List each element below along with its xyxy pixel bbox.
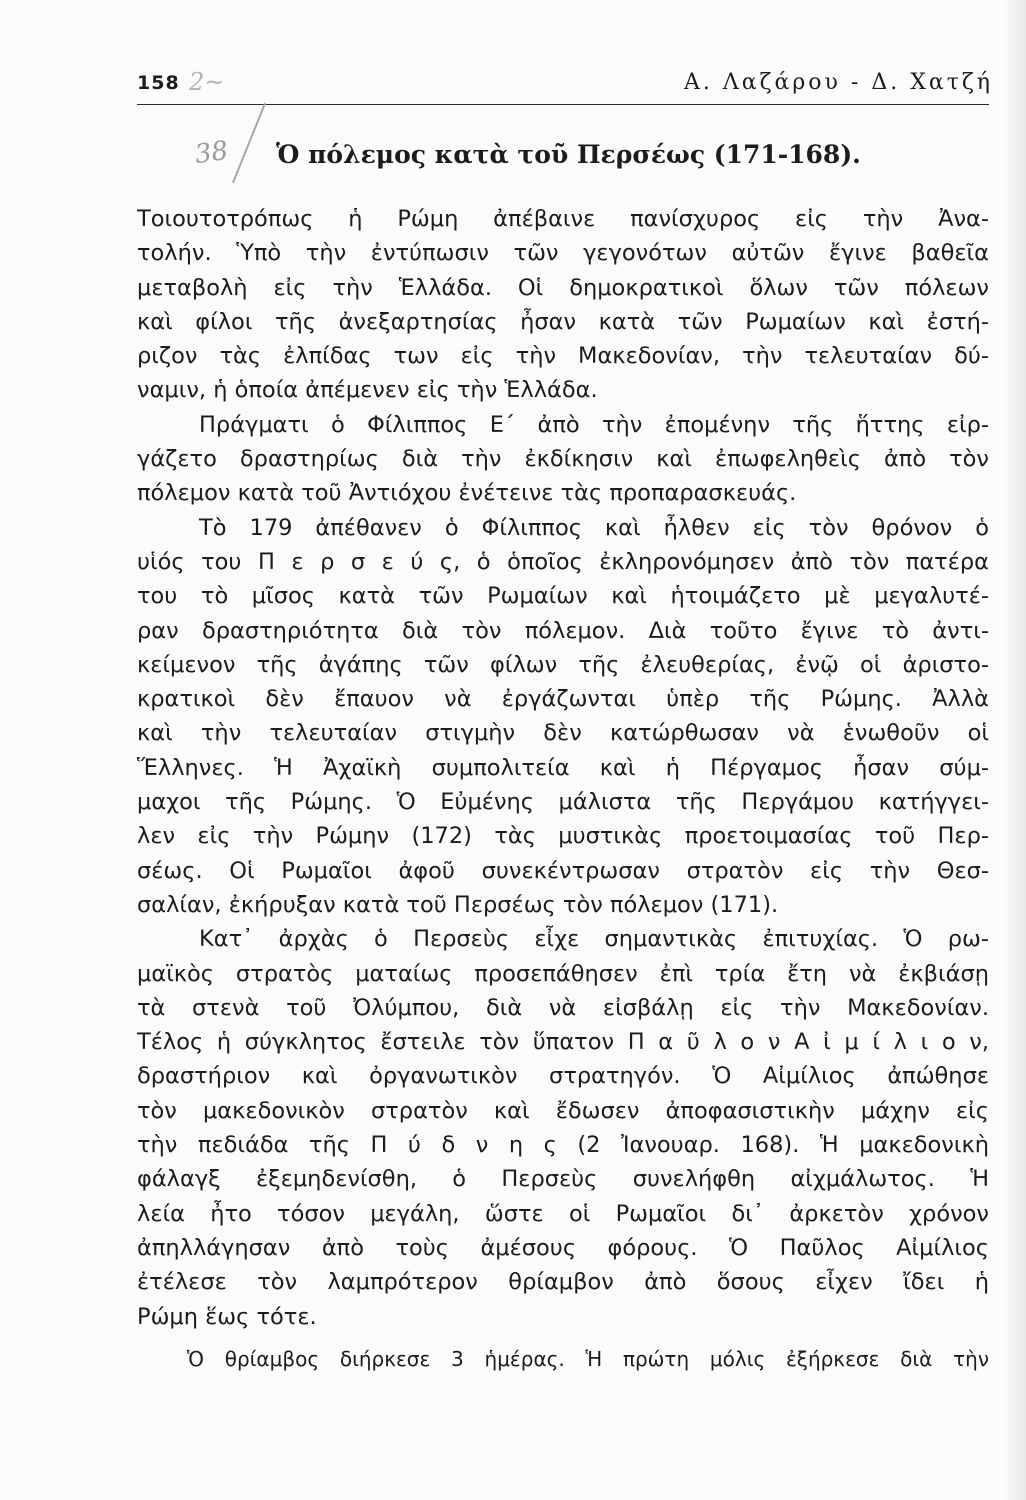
text-line: Κατ᾽ ἀρχὰς ὁ Περσεὺς εἶχε σημαντικὰς ἐπιτυχίας. Ὁ ρω- xyxy=(199,926,989,953)
text-line: τολήν. Ὑπὸ τὴν ἐντύπωσιν τῶν γεγονότων αὐτῶν ἔγινε βαθεῖα xyxy=(137,240,989,267)
text-line: καὶ τὴν τελευταίαν στιγμὴν δὲν κατώρθωσαν νὰ ἑνωθοῦν οἱ xyxy=(137,720,989,747)
text-line: του τὸ μῖσος κατὰ τῶν Ρωμαίων καὶ ἡτοιμάζετο μὲ μεγαλυτέ- xyxy=(137,583,989,610)
text-line: ἐτέλεσε τὸν λαμπρότερον θρίαμβον ἀπὸ ὅσους εἶχεν ἴδει ἡ xyxy=(137,1269,989,1296)
pencil-stroke xyxy=(232,103,266,183)
running-head: Α. Λαζάρου - Δ. Χατζή xyxy=(683,70,993,95)
text-line: ἀπηλλάγησαν ἀπὸ τοὺς ἀμέσους φόρους. Ὁ Παῦλος Αἰμίλιος xyxy=(137,1234,989,1261)
page-header xyxy=(137,68,993,104)
text-line: φάλαγξ ἐξεμηδενίσθη, ὁ Περσεὺς συνελήφθη αἰχμάλωτος. Ἡ xyxy=(137,1166,989,1193)
text-line: σέως. Οἱ Ρωμαῖοι ἀφοῦ συνεκέντρωσαν στρατὸν εἰς τὴν Θεσ- xyxy=(137,857,989,884)
text-line: υἱός του Π ε ρ σ ε ύ ς, ὁ ὁποῖος ἐκληρονόμησεν ἀπὸ τὸν πατέρα xyxy=(137,548,989,575)
text-line: τὰ στενὰ τοῦ Ὀλύμπου, διὰ νὰ εἰσβάλῃ εἰς τὴν Μακεδονίαν. xyxy=(137,994,989,1021)
text-line: τὸν μακεδονικὸν στρατὸν καὶ ἔδωσεν ἀποφασιστικὴν μάχην εἰς xyxy=(137,1097,989,1124)
text-line: πόλεμον κατὰ τοῦ Ἀντιόχου ἐνέτεινε τὰς προπαρασκευάς. xyxy=(137,480,797,507)
text-line: Τέλος ἡ σύγκλητος ἔστειλε τὸν ὕπατον Π α ῦ λ ο ν Α ἰ μ ί λ ι ο ν, xyxy=(137,1029,989,1056)
text-line: Ἕλληνες. Ἡ Ἀχαϊκὴ συμπολιτεία καὶ ἡ Πέργαμος ἦσαν σύμ- xyxy=(137,754,989,781)
text-line: ραν δραστηριότητα διὰ τὸν πόλεμον. Διὰ τοῦτο ἔγινε τὸ ἀντι- xyxy=(137,617,989,644)
text-line: τὴν πεδιάδα τῆς Π ύ δ ν η ς (2 Ἰανουαρ. 168). Ἡ μακεδονικὴ xyxy=(137,1132,989,1159)
text-line: σαλίαν, ἐκήρυξαν κατὰ τοῦ Περσέως τὸν πόλεμον (171). xyxy=(137,891,779,918)
text-line: ριζον τὰς ἐλπίδας των εἰς τὴν Μακεδονίαν, τὴν τελευταίαν δύ- xyxy=(137,343,989,370)
text-line: Πράγματι ὁ Φίλιππος Ε΄ ἀπὸ τὴν ἐπομένην τῆς ἥττης εἰρ- xyxy=(199,411,989,438)
text-line: ναμιν, ἡ ὁποία ἀπέμενεν εἰς τὴν Ἑλλάδα. xyxy=(137,377,598,404)
footnote-line: Ὁ θρίαμβος διήρκεσε 3 ἡμέρας. Ἡ πρώτη μόλις ἐξήρκεσε διὰ τὴν xyxy=(187,1346,989,1371)
margin-note: 38 xyxy=(193,135,231,171)
text-line: κρατικοὶ δὲν ἔπαυον νὰ ἐργάζωνται ὑπὲρ τῆς Ρώμης. Ἀλλὰ xyxy=(137,686,989,713)
text-line: μαϊκὸς στρατὸς ματαίως προσεπάθησεν ἐπὶ τρία ἔτη νὰ ἐκβιάσῃ xyxy=(137,960,989,987)
page-number: 158 xyxy=(137,72,180,94)
text-line: γάζετο δραστηρίως διὰ τὴν ἐκδίκησιν καὶ ἐπωφεληθεὶς ἀπὸ τὸν xyxy=(137,446,989,473)
section-title: Ὁ πόλεμος κατὰ τοῦ Περσέως (171-168). xyxy=(276,140,861,169)
text-line: μεταβολὴ εἰς τὴν Ἑλλάδα. Οἱ δημοκρατικοὶ ὅλων τῶν πόλεων xyxy=(137,274,989,301)
text-line: λεν εἰς τὴν Ρώμην (172) τὰς μυστικὰς προετοιμασίας τοῦ Περ- xyxy=(137,823,989,850)
text-line: κείμενον τῆς ἀγάπης τῶν φίλων τῆς ἐλευθερίας, ἐνῷ οἱ ἀριστο- xyxy=(137,651,989,678)
text-line: λεία ἦτο τόσον μεγάλη, ὥστε οἱ Ρωμαῖοι δι᾽ ἀρκετὸν χρόνον xyxy=(137,1200,989,1227)
text-line: Ρώμη ἕως τότε. xyxy=(137,1303,317,1330)
text-line: δραστήριον καὶ ὀργανωτικὸν στρατηγόν. Ὁ Αἰμίλιος ἀπώθησε xyxy=(137,1063,989,1090)
text-line: μαχοι τῆς Ρώμης. Ὁ Εὐμένης μάλιστα τῆς Περγάμου κατήγγει- xyxy=(137,789,989,816)
text-line: καὶ φίλοι τῆς ἀνεξαρτησίας ἦσαν κατὰ τῶν Ρωμαίων καὶ ἐστή- xyxy=(137,308,989,335)
text-line: Τοιουτοτρόπως ἡ Ρώμη ἀπέβαινε πανίσχυρος εἰς τὴν Ἀνα- xyxy=(137,206,989,232)
page-edge-shadow xyxy=(1004,0,1026,1500)
pencil-annotation: 2~ xyxy=(189,68,225,96)
text-line: Τὸ 179 ἀπέθανεν ὁ Φίλιππος καὶ ἦλθεν εἰς τὸν θρόνον ὁ xyxy=(199,514,989,541)
body-text xyxy=(137,202,989,1376)
